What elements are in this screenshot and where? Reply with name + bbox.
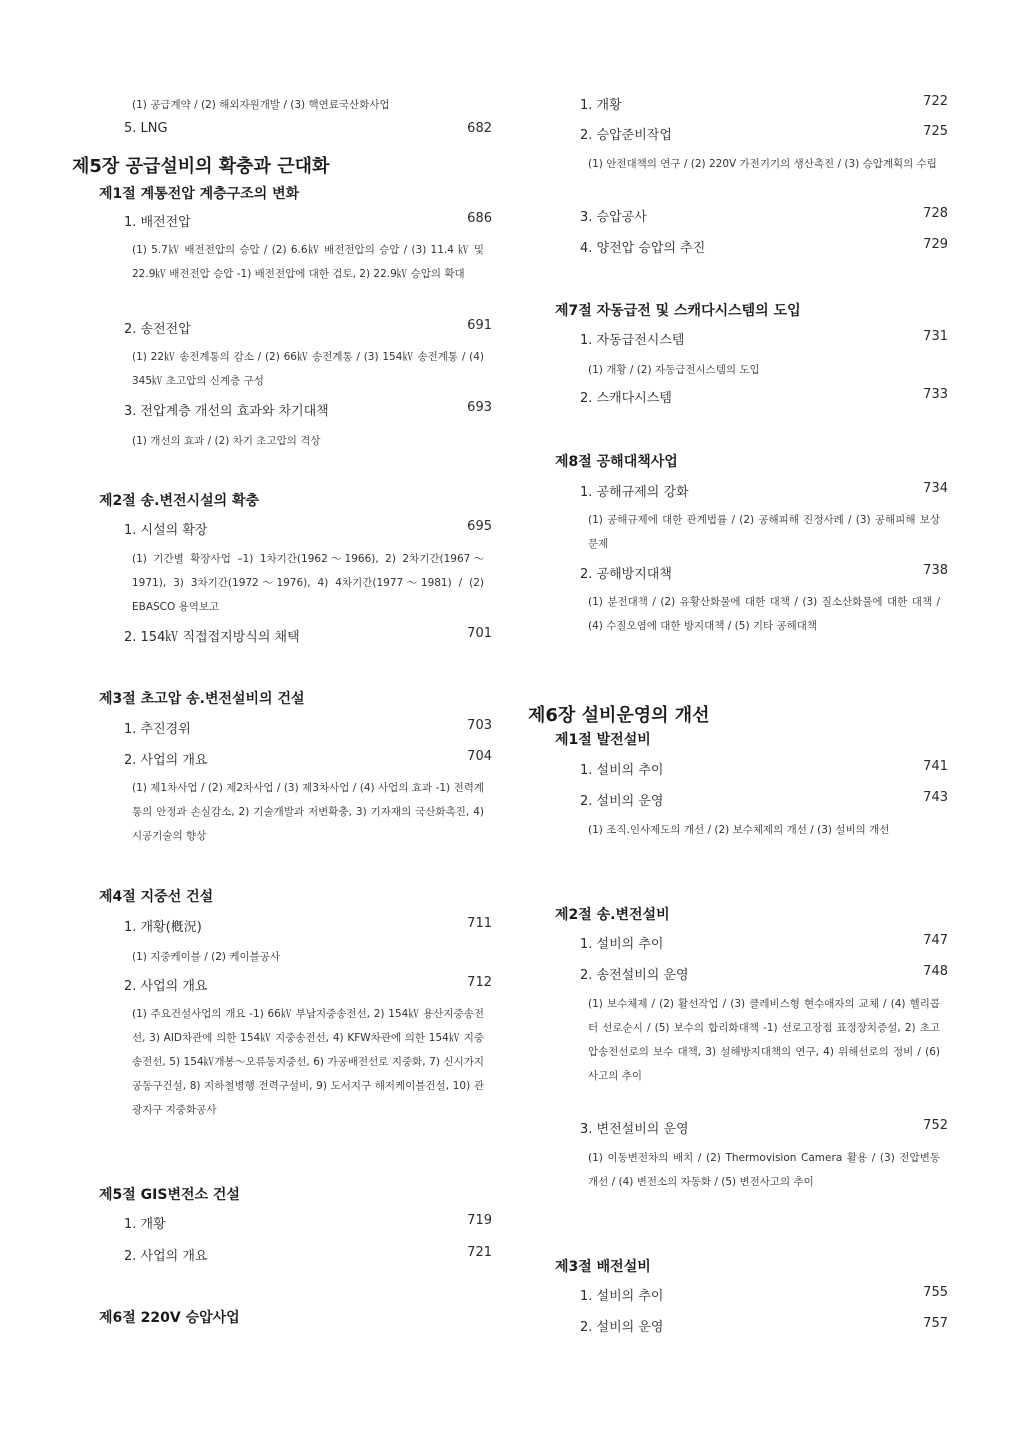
page-number: 743 — [923, 790, 948, 805]
page-number: 752 — [923, 1118, 948, 1133]
entry-label: 1. 설비의 추이 — [580, 937, 664, 952]
entry-label: 제1절 계통전압 계층구조의 변화 — [99, 186, 300, 202]
entry-label: 1. 공해규제의 강화 — [580, 485, 689, 500]
section-heading — [99, 886, 492, 906]
toc-entry — [124, 519, 492, 538]
chapter-heading — [72, 152, 492, 178]
toc-entry — [124, 121, 492, 136]
entry-label: 3. 전압계층 개선의 효과와 차기대책 — [124, 404, 329, 419]
entry-label: 1. 개황 — [580, 98, 622, 113]
section-heading — [555, 729, 948, 749]
entry-label: 1. 개황 — [124, 1217, 166, 1232]
entry-label: 2. 송전설비의 운영 — [580, 968, 689, 983]
toc-subitems: (1) 보수체제 / (2) 활선작업 / (3) 클레비스형 현수애자의 교체 / (4) 헬리콥터 선로순시 / (5) 보수의 합리화대책 -1) 선로고장점 표정장치증설, 2) 초고압송전선로의 보수 대책, 3) 설해방지대책의 연구, 4) 위해선로의 정비 / (6) 사고의 추이 — [588, 998, 940, 1082]
toc-subitems: (1) 안전대책의 연구 / (2) 220V 가전기기의 생산촉진 / (3) 승압계획의 수립 — [588, 158, 937, 170]
toc-entry — [124, 975, 492, 994]
toc-subitems: (1) 개선의 효과 / (2) 차기 초고압의 격상 — [132, 435, 321, 447]
section-heading — [99, 688, 492, 708]
chapter-heading — [528, 701, 948, 727]
toc-entry — [580, 237, 948, 256]
toc-entry — [124, 749, 492, 768]
page-number: 748 — [923, 964, 948, 979]
page-number: 738 — [923, 563, 948, 578]
entry-label: 2. 설비의 운영 — [580, 794, 664, 809]
page-number: 734 — [923, 481, 948, 496]
page-number: 704 — [467, 749, 492, 764]
toc-entry — [580, 964, 948, 983]
toc-entry — [580, 563, 948, 582]
page-number: 682 — [467, 121, 492, 136]
toc-subitems: (1) 기간별 확장사업 –1) 1차기간(1962～1966), 2) 2차기간(1967～1971), 3) 3차기간(1972～1976), 4) 4차기간(1977～1981) / (2) EBASCO 용역보고 — [132, 553, 484, 613]
entry-label: 2. 스캐다시스템 — [580, 391, 672, 406]
page-number: 755 — [923, 1285, 948, 1300]
page-number: 695 — [467, 519, 492, 534]
toc-subitems: (1) 분전대책 / (2) 유황산화물에 대한 대책 / (3) 질소산화물에 대한 대책 / (4) 수질오염에 대한 방지대책 / (5) 기타 공해대책 — [588, 596, 940, 632]
entry-label: 제3절 배전설비 — [555, 1259, 651, 1275]
toc-entry — [124, 718, 492, 737]
entry-label: 제1절 발전설비 — [555, 732, 651, 748]
section-heading — [99, 1184, 492, 1204]
entry-label: 2. 승압준비작업 — [580, 128, 672, 143]
entry-label: 2. 설비의 운영 — [580, 1320, 664, 1335]
toc-entry — [580, 790, 948, 809]
toc-entry — [124, 318, 492, 337]
page-number: 741 — [923, 759, 948, 774]
toc-entry — [124, 916, 492, 935]
section-heading — [99, 183, 492, 203]
toc-subitems: (1) 제1차사업 / (2) 제2차사업 / (3) 제3차사업 / (4) 사업의 효과 -1) 전력계통의 안정과 손실감소, 2) 기술개발과 저변확충, 3) 기자재의 국산화촉진, 4) 시공기술의 향상 — [132, 782, 484, 842]
section-heading — [99, 1307, 492, 1327]
toc-entry — [580, 933, 948, 952]
toc-entry — [124, 211, 492, 230]
toc-entry — [580, 329, 948, 348]
entry-label: 제3절 초고압 송.변전설비의 건설 — [99, 691, 305, 707]
toc-subitems: (1) 개황 / (2) 자동급전시스템의 도입 — [588, 364, 760, 376]
entry-label: 1. 설비의 추이 — [580, 1289, 664, 1304]
page-number: 686 — [467, 211, 492, 226]
section-heading — [99, 490, 492, 510]
entry-label: 1. 추진경위 — [124, 722, 191, 737]
page-number: 711 — [467, 916, 492, 931]
entry-label: 제5장 공급설비의 확충과 근대화 — [72, 156, 330, 177]
toc-entry — [124, 400, 492, 419]
entry-label: 1. 개황(槪況) — [124, 920, 202, 935]
toc-subitems: (1) 22㎸ 송전계통의 감소 / (2) 66㎸ 송전계통 / (3) 154㎸ 송전계통 / (4) 345㎸ 초고압의 신계층 구성 — [132, 351, 484, 387]
entry-label: 5. LNG — [124, 121, 168, 136]
entry-label: 제7절 자동급전 및 스캐다시스템의 도입 — [555, 303, 801, 319]
toc-entry — [580, 759, 948, 778]
toc-entry — [580, 1285, 948, 1304]
page-number: 757 — [923, 1316, 948, 1331]
entry-label: 제6장 설비운영의 개선 — [528, 705, 710, 726]
entry-label: 2. 공해방지대책 — [580, 567, 672, 582]
toc-entry — [580, 206, 948, 225]
toc-entry — [580, 124, 948, 143]
toc-entry — [580, 387, 948, 406]
toc-subitems: (1) 이동변전차의 배치 / (2) Thermovision Camera 활용 / (3) 전압변동 개선 / (4) 변전소의 자동화 / (5) 변전사고의 추이 — [588, 1152, 940, 1188]
toc-entry — [124, 1213, 492, 1232]
entry-label: 제8절 공해대책사업 — [555, 454, 678, 470]
entry-label: 3. 승압공사 — [580, 210, 647, 225]
entry-label: 2. 사업의 개요 — [124, 1249, 208, 1264]
entry-label: 1. 시설의 확장 — [124, 523, 208, 538]
page-number: 721 — [467, 1245, 492, 1260]
toc-subitems: (1) 주요건설사업의 개요 -1) 66㎸ 부남지중송전선, 2) 154㎸ 용산지중송전선, 3) AID차관에 의한 154㎸ 지중송전선, 4) KFW차관에 의한 154㎸ 지중송전선, 5) 154㎸개봉～오류동지중선, 6) 가공배전선로 지중화, 7) 신시가지 공동구건설, 8) 지하철병행 전력구설비, 9) 도서지구 해저케이블건설, 10) 관광지구 지중화공사 — [132, 1008, 484, 1116]
section-heading — [555, 451, 948, 471]
toc-entry — [124, 626, 492, 645]
page-number: 722 — [923, 94, 948, 109]
entry-label: 2. 154㎸ 직접접지방식의 채택 — [124, 630, 300, 645]
page-number: 729 — [923, 237, 948, 252]
toc-subitems: (1) 5.7㎸ 배전전압의 승압 / (2) 6.6㎸ 배전전압의 승압 / (3) 11.4 ㎸ 및 22.9㎸ 배전전압 승압 -1) 배전전압에 대한 검토, 2) 22.9㎸ 승압의 확대 — [132, 244, 484, 280]
toc-subitems: (1) 지중케이블 / (2) 케이블공사 — [132, 951, 281, 963]
entry-label: 1. 설비의 추이 — [580, 763, 664, 778]
entry-label: 4. 양전압 승압의 추진 — [580, 241, 706, 256]
entry-label: 3. 변전설비의 운영 — [580, 1122, 689, 1137]
toc-entry — [124, 1245, 492, 1264]
page-number: 725 — [923, 124, 948, 139]
toc-entry — [580, 481, 948, 500]
page-number: 731 — [923, 329, 948, 344]
page-number: 701 — [467, 626, 492, 641]
toc-subitems: (1) 공급계약 / (2) 해외자원개발 / (3) 핵연료국산화사업 — [132, 99, 390, 111]
page-number: 693 — [467, 400, 492, 415]
toc-entry — [580, 1316, 948, 1335]
page-number: 712 — [467, 975, 492, 990]
page-number: 733 — [923, 387, 948, 402]
section-heading — [555, 300, 948, 320]
page-number: 719 — [467, 1213, 492, 1228]
page-number: 691 — [467, 318, 492, 333]
entry-label: 2. 사업의 개요 — [124, 979, 208, 994]
toc-subitems: (1) 조직.인사제도의 개선 / (2) 보수체제의 개선 / (3) 설비의 개선 — [588, 824, 890, 836]
page-number: 703 — [467, 718, 492, 733]
entry-label: 1. 배전전압 — [124, 215, 191, 230]
entry-label: 제2절 송.변전시설의 확충 — [99, 493, 260, 509]
entry-label: 2. 송전전압 — [124, 322, 191, 337]
entry-label: 제6절 220V 승압사업 — [99, 1310, 240, 1326]
entry-label: 1. 자동급전시스템 — [580, 333, 685, 348]
toc-entry — [580, 94, 948, 113]
toc-entry — [580, 1118, 948, 1137]
page-number: 728 — [923, 206, 948, 221]
entry-label: 제2절 송.변전설비 — [555, 907, 670, 923]
entry-label: 제5절 GIS변전소 건설 — [99, 1187, 240, 1203]
section-heading — [555, 1256, 948, 1276]
toc-subitems: (1) 공해규제에 대한 관계법률 / (2) 공해피해 진정사례 / (3) 공해피해 보상문제 — [588, 514, 940, 550]
page-number: 747 — [923, 933, 948, 948]
entry-label: 2. 사업의 개요 — [124, 753, 208, 768]
section-heading — [555, 904, 948, 924]
entry-label: 제4절 지중선 건설 — [99, 889, 214, 905]
